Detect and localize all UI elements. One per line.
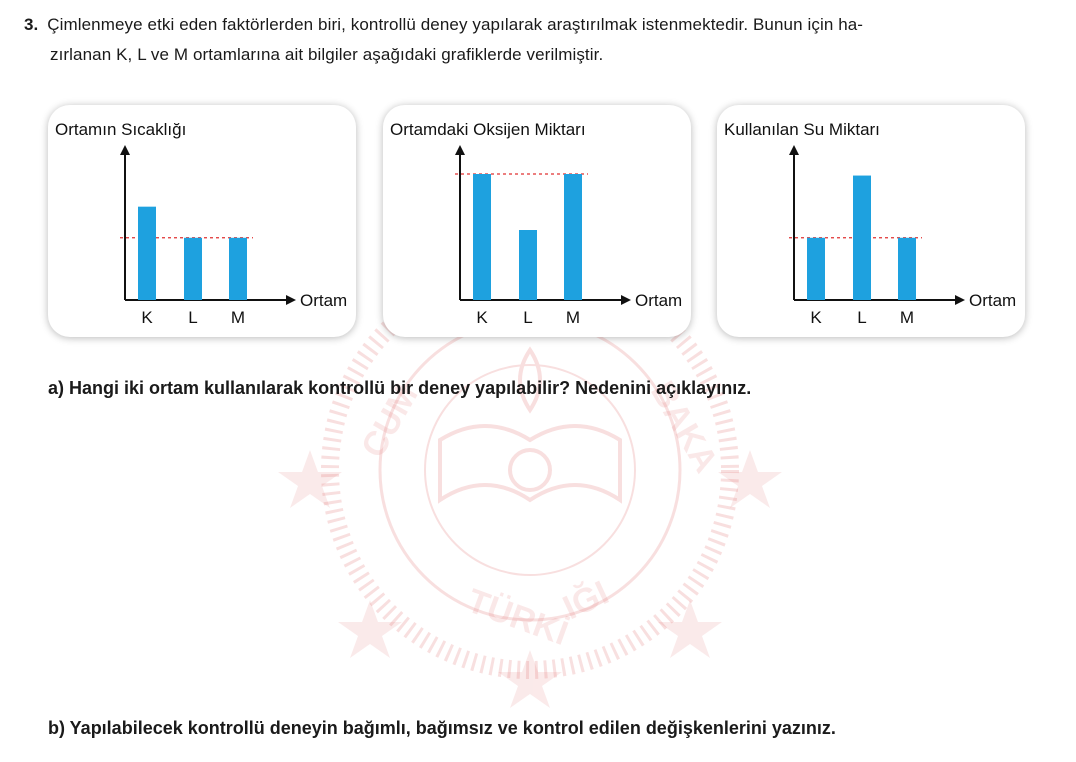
y-axis-arrow [455,145,465,155]
bar-l [853,176,871,300]
svg-text:CUM: CUM [354,377,426,464]
chart-card-oxygen [383,105,691,337]
bar-l [184,238,202,300]
category-label: M [565,308,581,327]
x-axis-label: Ortam [635,291,683,310]
category-label: L [188,308,198,327]
category-label: M [230,308,246,327]
x-axis-arrow [955,295,965,305]
category-label: L [523,308,533,327]
bar-m [898,238,916,300]
bar-k [807,238,825,300]
bar-k [138,207,156,300]
category-label: L [857,308,867,327]
question-b: b) Yapılabilecek kontrollü deneyin bağımlı, bağımsız ve kontrol edilen değişkenlerini yazınız. [48,718,836,738]
chart-card-temperature [48,105,356,337]
bar-m [564,174,582,300]
x-axis-label: Ortam [969,291,1017,310]
x-axis-label: Ortam [300,291,348,310]
chart-temperature [48,105,356,337]
question-a: a) Hangi iki ortam kullanılarak kontrollü bir deney yapılabilir? Nedenini açıklayınız. [48,378,752,398]
chart-title: Kullanılan Su Miktarı [724,120,880,139]
chart-water [717,105,1025,337]
bar-m [229,238,247,300]
svg-text:TÜRKİ: TÜRKİ [462,581,573,654]
question-number: 3. [24,15,39,34]
question-line-1: Çimlenmeye etki eden faktörlerden biri, kontrollü deney yapılarak araştırılmak istenmektedir. Bunun için ha- [47,15,864,34]
y-axis-arrow [789,145,799,155]
question-line-2: zırlanan K, L ve M ortamlarına ait bilgiler aşağıdaki grafiklerde verilmiştir. [50,45,604,64]
x-axis-arrow [286,295,296,305]
bar-k [473,174,491,300]
category-label: K [810,308,822,327]
chart-title: Ortamın Sıcaklığı [55,120,187,139]
chart-oxygen [383,105,691,337]
svg-text:IĞI: IĞI [557,573,615,628]
category-label: M [899,308,915,327]
y-axis-arrow [120,145,130,155]
chart-title: Ortamdaki Oksijen Miktarı [390,120,586,139]
bar-l [519,230,537,300]
category-label: K [476,308,488,327]
svg-text:BAKA: BAKA [643,375,726,480]
x-axis-arrow [621,295,631,305]
question-text [24,10,1054,70]
category-label: K [141,308,153,327]
chart-card-water [717,105,1025,337]
